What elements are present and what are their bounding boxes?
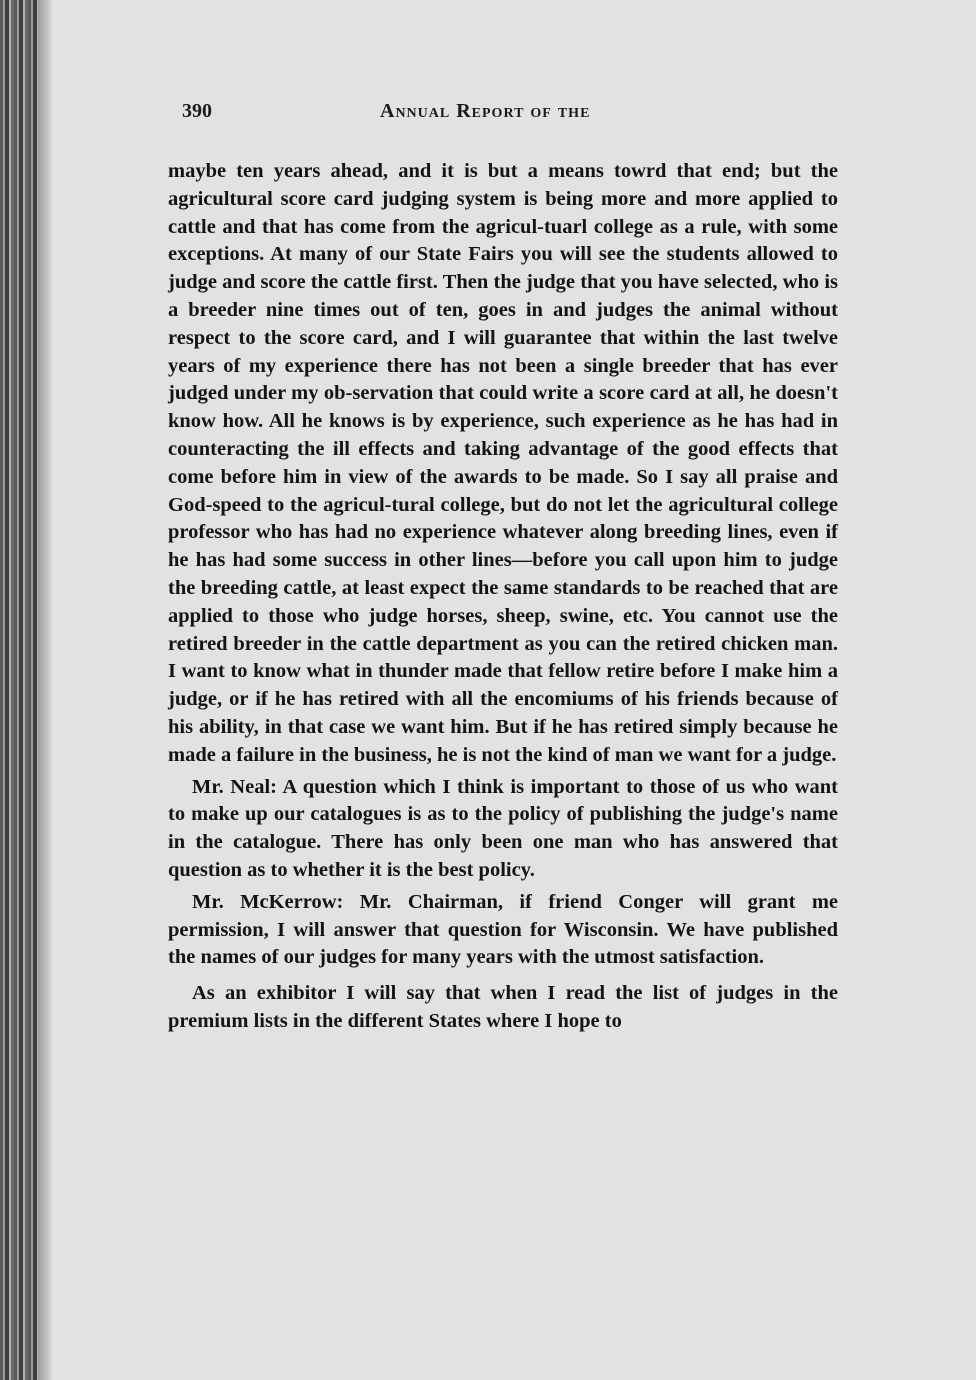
book-binding [0,0,38,1380]
page-number: 390 [182,100,212,122]
running-head: Annual Report of the [380,100,591,122]
paragraph-neal: Mr. Neal: A question which I think is important to those of us who want to make up our catalogues is as to the policy of publishing the judge's name in the catalogue. There has only been one man who has answered that question as to whether it is the best policy. [168,775,838,881]
body-text [168,158,838,1036]
paragraph-mckerrow: Mr. McKerrow: Mr. Chairman, if friend Conger will grant me permission, I will answer that question for Wisconsin. We have published the names of our judges for many years with the utmost satisfaction. [168,890,838,969]
binding-shadow [38,0,52,1380]
paragraph-continuation: maybe ten years ahead, and it is but a means towrd that end; but the agricultural score card judging system is being more and more applied to cattle and that has come from the agricul-tuarl college as a rule, with some exceptions. At many of our State Fairs you will see the students allowed to judge and score the cattle first. Then the judge that you have selected, who is a breeder nine times out of ten, goes in and judges the animal without respect to the score card, and I will guarantee that within the last twelve years of my experience there has not been a single breeder that has ever judged under my ob-servation that could write a score card at all, he doesn't know how. All he knows is by experience, such experience as he has had in counteracting the ill effects and taking advantage of the good effects that come before him in view of the awards to be made. So I say all praise and God-speed to the agricul-tural college, but do not let the agricultural college professor who has had no experience whatever along breeding lines, even if he has had some success in other lines—before you call upon him to judge the breeding cattle, at least expect the same standards to be reached that are applied to those who judge horses, sheep, swine, etc. You cannot use the retired breeder in the cattle department as you can the retired chicken man. I want to know what in thunder made that fellow retire before I make him a judge, or if he has retired with all the encomiums of his friends because of his ability, in that case we want him. But if he has retired simply because he made a failure in the business, he is not the kind of man we want for a judge. [168,160,838,766]
paragraph-exhibitor: As an exhibitor I will say that when I read the list of judges in the premium lists in the different States where I hope to [168,982,838,1032]
